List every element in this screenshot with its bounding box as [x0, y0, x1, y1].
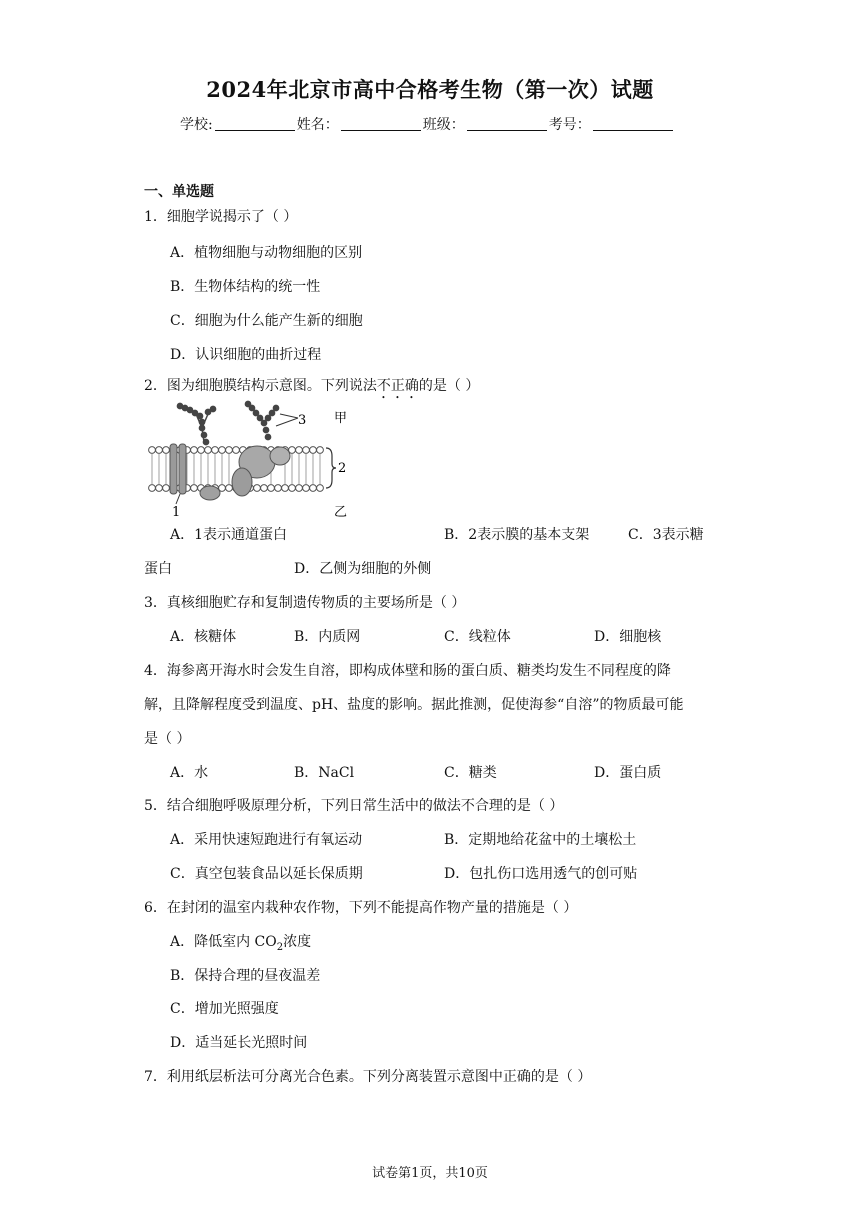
question-3-option-d: D．细胞核: [594, 629, 662, 645]
question-5-option-c: C．真空包装食品以延长保质期: [170, 866, 363, 882]
question-2-option-d: D．乙侧为细胞的外侧: [294, 561, 432, 577]
inner-protein: [200, 486, 220, 500]
question-5-stem: 5．结合细胞呼吸原理分析，下列日常生活中的做法不合理的是（ ）: [144, 798, 564, 814]
question-5-option-b: B．定期地给花盆中的土壤松土: [444, 832, 637, 848]
class-label: 班级：: [422, 117, 465, 133]
label-3-leader: [276, 418, 298, 426]
page-footer: 试卷第1页，共10页: [372, 1166, 488, 1181]
question-2-option-b: B．2表示膜的基本支架: [444, 527, 590, 543]
question-6-option-c: C．增加光照强度: [170, 1001, 279, 1017]
question-6-stem: 6．在封闭的温室内栽种农作物，下列不能提高作物产量的措施是（ ）: [144, 900, 578, 916]
exam-no-blank: [593, 116, 673, 131]
label-3-leader-2: [280, 414, 298, 418]
question-3-option-c: C．线粒体: [444, 629, 511, 645]
question-5-option-d: D．包扎伤口选用透气的创可贴: [444, 866, 638, 882]
section-heading: 一、单选题: [144, 184, 214, 200]
student-info-line: [180, 114, 675, 134]
name-blank: [341, 116, 421, 131]
embedded-protein: [232, 468, 252, 496]
question-3-option-b: B．内质网: [294, 629, 361, 645]
emphasis-text: 不正确: [376, 378, 419, 394]
question-2-option-a: A．1表示通道蛋白: [170, 527, 288, 543]
question-4-option-d: D．蛋白质: [594, 765, 662, 781]
question-6-option-b: B．保持合理的昼夜温差: [170, 968, 321, 984]
question-4-option-c: C．糖类: [444, 765, 497, 781]
question-1-option-b: B．生物体结构的统一性: [170, 279, 321, 295]
figure-label-1: 1: [172, 505, 181, 520]
question-3-stem: 3．真核细胞贮存和复制遗传物质的主要场所是（ ）: [144, 595, 466, 611]
exam-no-label: 考号：: [548, 117, 591, 133]
page-title: 2024年北京市高中合格考生物（第一次）试题: [206, 77, 654, 102]
label-1-leader: [176, 494, 180, 504]
figure-label-3: 3: [298, 413, 307, 428]
question-2-option-c-cont: 蛋白: [144, 561, 172, 577]
class-blank: [467, 116, 547, 131]
figure-side-bottom: 乙: [334, 505, 348, 520]
question-1-option-c: C．细胞为什么能产生新的细胞: [170, 313, 363, 329]
question-4-stem-line-1: 4．海参离开海水时会发生自溶，即构成体壁和肠的蛋白质、糖类均发生不同程度的降: [144, 663, 671, 679]
school-blank: [215, 116, 295, 131]
question-7-stem: 7．利用纸层析法可分离光合色素。下列分离装置示意图中正确的是（ ）: [144, 1069, 592, 1085]
question-6-option-d: D．适当延长光照时间: [170, 1035, 308, 1051]
figure-label-2: 2: [338, 461, 347, 476]
school-label: 学校:: [180, 117, 213, 133]
question-2-stem: 2．图为细胞膜结构示意图。下列说法不正确的是（ ）: [144, 378, 480, 394]
question-4-stem-line-2: 解，且降解程度受到温度、pH、盐度的影响。据此推测，促使海参“自溶”的物质最可能: [144, 697, 684, 713]
question-3-option-a: A．核糖体: [170, 629, 237, 645]
question-4-option-b: B．NaCl: [294, 765, 355, 781]
figure-side-top: 甲: [334, 411, 348, 426]
cell-membrane-figure: [140, 400, 360, 520]
glycan-chains: [177, 401, 278, 444]
bilayer-brace: [326, 448, 336, 488]
name-label: 姓名：: [296, 117, 339, 133]
question-6-option-a: A．降低室内 $CO_2$浓度: [170, 934, 312, 953]
question-1-option-a: A．植物细胞与动物细胞的区别: [170, 245, 363, 261]
peripheral-protein: [270, 447, 290, 465]
question-1-stem: 1．细胞学说揭示了（ ）: [144, 209, 298, 225]
question-5-option-a: A．采用快速短跑进行有氧运动: [170, 832, 363, 848]
question-2-option-c: C．3表示糖: [628, 527, 704, 543]
question-4-stem-line-3: 是（ ）: [144, 731, 191, 747]
question-4-option-a: A．水: [170, 765, 209, 781]
question-1-option-d: D．认识细胞的曲折过程: [170, 347, 322, 363]
